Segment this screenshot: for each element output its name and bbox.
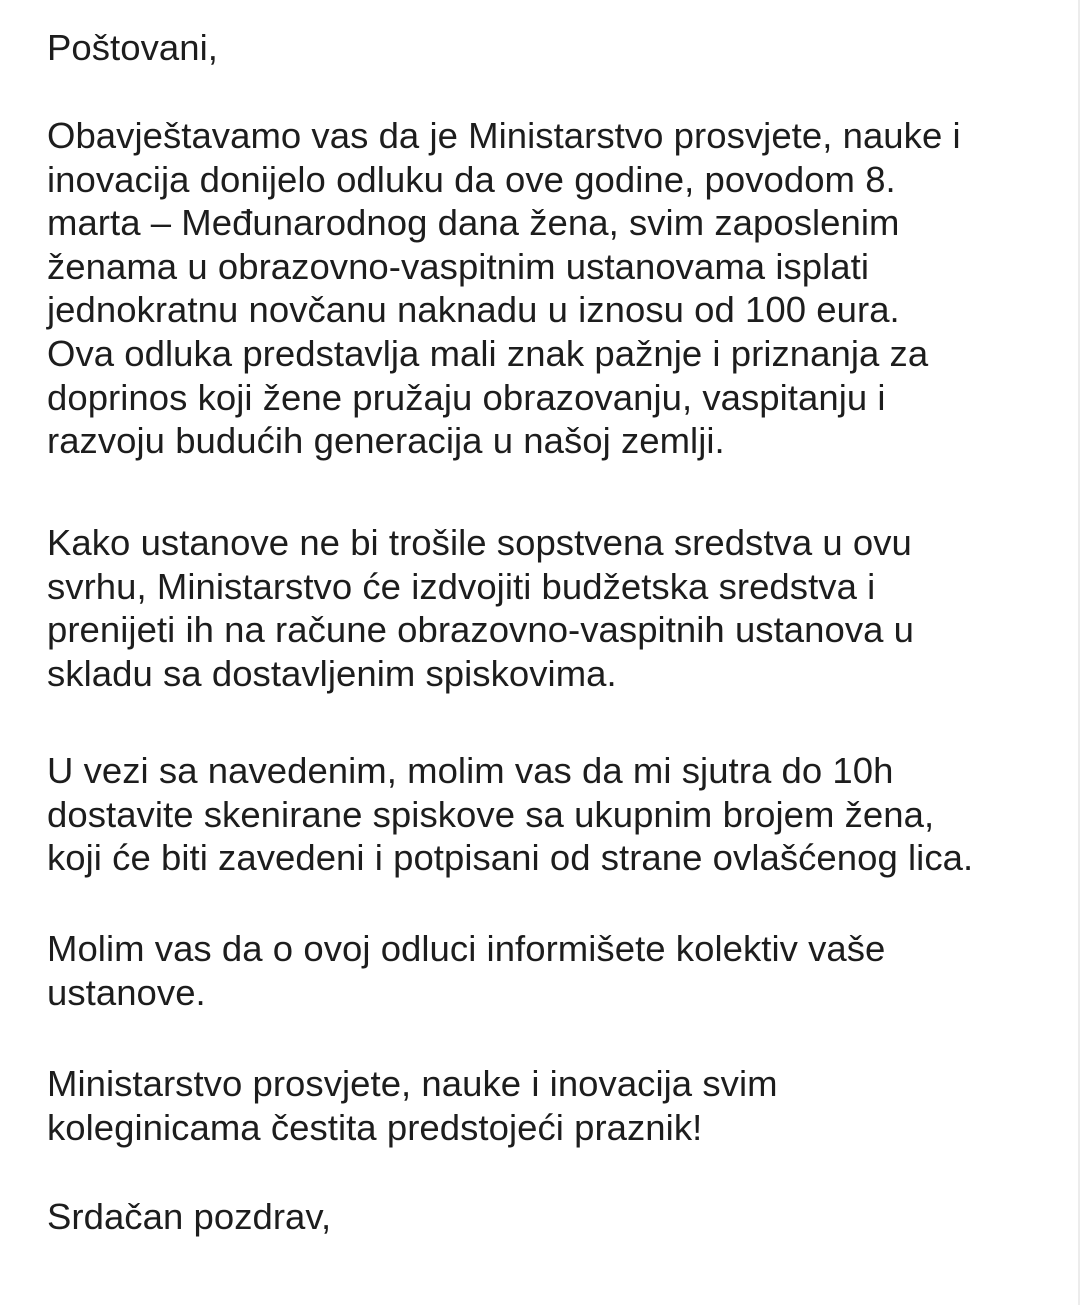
closing	[47, 1195, 331, 1239]
text-line: jednokratnu novčanu naknadu u iznosu od 100 eura.	[47, 289, 900, 331]
paragraph-congratulations	[47, 1062, 778, 1149]
text-line: skladu sa dostavljenim spiskovima.	[47, 652, 617, 694]
text-line: ustanove.	[47, 971, 206, 1013]
text-line: doprinos koji žene pružaju obrazovanju, vaspitanju i	[47, 376, 886, 418]
text-line: Obavještavamo vas da je Ministarstvo prosvjete, nauke i	[47, 115, 961, 156]
paragraph-funding	[47, 521, 914, 695]
greeting	[47, 26, 218, 70]
paragraph-request	[47, 749, 973, 880]
text-line: U vezi sa navedenim, molim vas da mi sjutra do 10h	[47, 750, 894, 791]
text-line: inovacija donijelo odluku da ove godine, povodom 8.	[47, 158, 896, 200]
text-line: Ova odluka predstavlja mali znak pažnje i priznanja za	[47, 332, 929, 374]
closing-text: Srdačan pozdrav,	[47, 1196, 332, 1237]
text-line: dostavite skenirane spiskove sa ukupnim brojem žena,	[47, 793, 935, 835]
text-line: ženama u obrazovno-vaspitnim ustanovama isplati	[47, 245, 869, 287]
text-line: razvoju budućih generacija u našoj zemlji.	[47, 420, 725, 462]
text-line: Kako ustanove ne bi trošile sopstvena sredstva u ovu	[47, 522, 912, 563]
paragraph-inform	[47, 927, 885, 1014]
paragraph-announcement	[47, 114, 961, 463]
text-line: koleginicama čestita predstojeći praznik!	[47, 1106, 703, 1148]
text-line: svrhu, Ministarstvo će izdvojiti budžetska sredstva i	[47, 565, 876, 607]
text-line: koji će biti zavedeni i potpisani od strane ovlašćenog lica.	[47, 837, 974, 879]
text-line: prenijeti ih na račune obrazovno-vaspitnih ustanova u	[47, 609, 915, 651]
text-line: marta – Međunarodnog dana žena, svim zaposlenim	[47, 202, 900, 244]
text-line: Ministarstvo prosvjete, nauke i inovacija svim	[47, 1063, 778, 1104]
greeting-text: Poštovani,	[47, 27, 218, 68]
text-line: Molim vas da o ovoj odluci informišete kolektiv vaše	[47, 928, 886, 969]
